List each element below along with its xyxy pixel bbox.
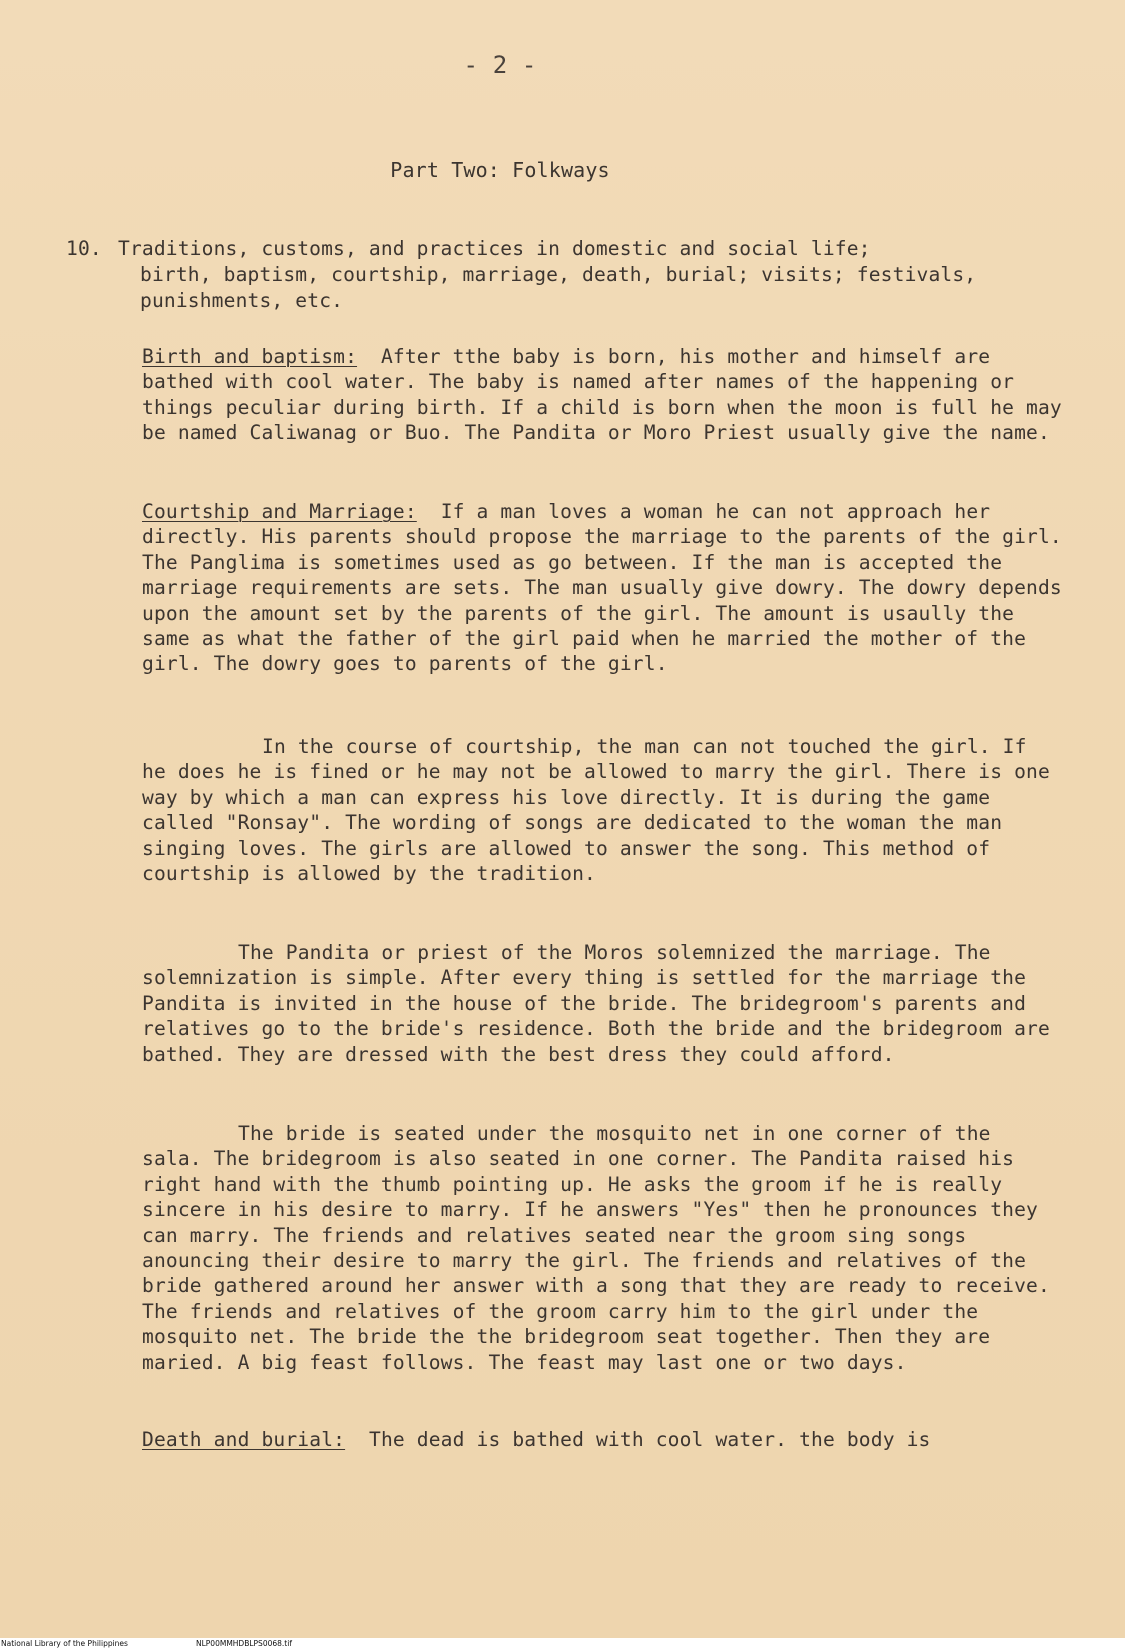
item-line-2: birth, baptism, courtship, marriage, death, burial; visits; festivals, punishments, etc. (140, 263, 977, 312)
scan-footer (0, 1638, 1125, 1650)
item-line-1: Traditions, customs, and practices in domestic and social life; (118, 237, 871, 260)
paragraph-courtship (142, 734, 1062, 886)
paragraph-text: In the course of courtship, the man can not touched the girl. If he does he is fined or he may not be allowed to marry the girl. There is one way by which a man can express his love directly. It is during the game called "Ronsay". The wording of songs are dedicated to the woman the man singing loves. The girls are allowed to answer the song. This method of courtship is allowed by the tradition. (142, 735, 1050, 886)
section-body: The dead is bathed with cool water. the body is (369, 1428, 931, 1451)
section-body: After tthe baby is born, his mother and himself are bathed with cool water. The baby is named after names of the happening or things peculiar during birth. If a child is born when the moon is full he may be named Caliwanag or Buo. The Pandita or Moro Priest usually give the name. (142, 345, 1062, 445)
paragraph-text: The Pandita or priest of the Moros solemnized the marriage. The solemnization is simple. After every thing is settled for the marriage the Pandita is invited in the house of the bride. The bridegroom's parents and relatives go to the bride's residence. Both the bride and the bridegroom are bathed. They are dressed with the best dress they could afford. (142, 941, 1050, 1066)
section-courtship-marriage (142, 499, 1062, 677)
section-heading: Birth and baptism: (142, 345, 358, 368)
section-death-burial (142, 1427, 1062, 1452)
item-text (118, 236, 1066, 314)
item-number: 10. (66, 237, 102, 260)
paragraph-solemnization (142, 940, 1062, 1067)
section-body: If a man loves a woman he can not approach her directly. His parents should propose the marriage to the parents of the girl. The Panglima is sometimes used as go between. If the man is accepted the marriage requirements are sets. The man usually give dowry. The dowry depends upon the amount set by the parents of the girl. The amount is usaully the same as what the father of the girl paid when he married the mother of the girl. The dowry goes to parents of the girl. (142, 500, 1062, 676)
footer-library: National Library of the Philippines (1, 1639, 128, 1648)
page-number: - 2 - (463, 51, 537, 79)
paragraph-text: The bride is seated under the mosquito net in one corner of the sala. The bridegroom is also seated in one corner. The Pandita raised his right hand with the thumb pointing up. He asks the groom if he is really sincere in his desire to marry. If he answers "Yes" then he pronounces they can marry. The friends and relatives seated near the groom sing songs anouncing their desire to marry the girl. The friends and relatives of the bride gathered around her answer with a song that they are ready to receive. The friends and relatives of the groom carry him to the girl under the mosquito net. The bride the the bridegroom seat together. Then they are maried. A big feast follows. The feast may last one or two days. (142, 1122, 1050, 1374)
footer-file-id: NLP00MMHDBLPS0068.tif (196, 1639, 292, 1648)
part-heading: Part Two: Folkways (390, 158, 610, 182)
section-heading: Death and burial: (142, 1428, 346, 1451)
paragraph-ceremony (142, 1121, 1062, 1375)
section-birth-baptism (142, 344, 1062, 446)
section-heading: Courtship and Marriage: (142, 500, 417, 523)
question-item (66, 236, 1066, 314)
